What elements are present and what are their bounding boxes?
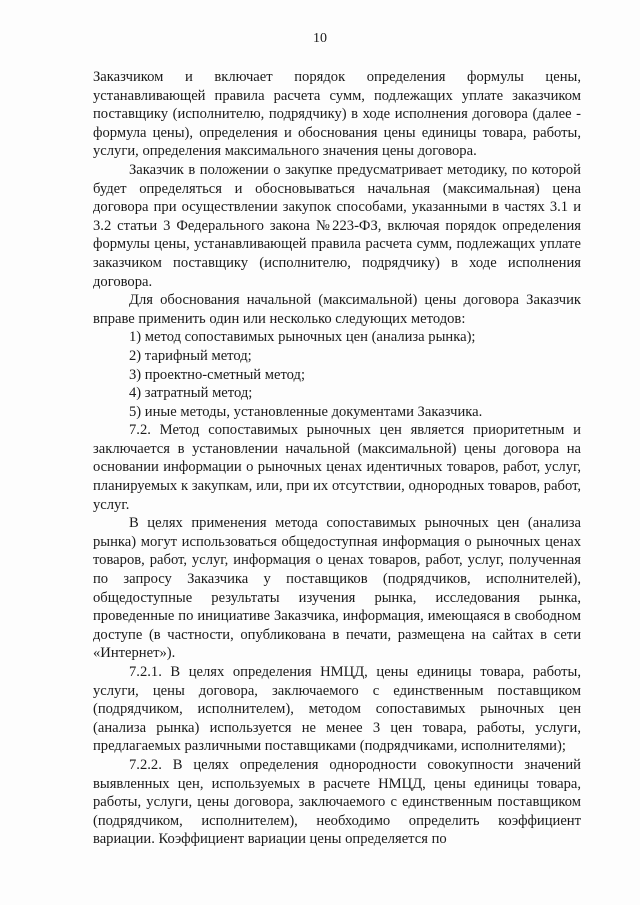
list-item: 5) иные методы, установленные документами Заказчика.	[129, 403, 483, 420]
list-item: 2) тарифный метод;	[129, 347, 252, 364]
paragraph-formula-price: Заказчиком и включает порядок определения формулы цены, устанавливающей правила расчета сумм, подлежащих уплате заказчиком поставщику (исполнителю, подрядчику) в ходе исполнения договора (далее - формула цены), определения и обоснования цены единицы товара, работы, услуги, определения максимального значения цены договора.	[93, 69, 581, 160]
section-7-2-2: 7.2.2. В целях определения однородности совокупности значений выявленных цен, используемых в расчете НМЦД, цены единицы товара, работы, услуги, цены договора, заключаемого с единственным поставщиком (подрядчиком, исполнителем), необходимо определить коэффициент вариации. Коэффициент вариации цены определяется по	[93, 756, 581, 848]
document-body	[93, 68, 581, 849]
list-item: 3) проектно-сметный метод;	[129, 366, 306, 383]
paragraph-procurement-methodology: Заказчик в положении о закупке предусматривает методику, по которой будет определяться и обосновываться начальная (максимальная) цена договора при осуществлении закупок способами, указанными в частях 3.1 и 3.2 статьи 3 Федерального закона №223-ФЗ, включая порядок определения формулы цены, устанавливающей правила расчета сумм, подлежащих уплате заказчиком поставщику (исполнителю, подрядчику) в ходе исполнения договора.	[93, 161, 581, 290]
methods-list	[93, 328, 581, 421]
paragraph-methods-intro: Для обоснования начальной (максимальной) цены договора Заказчик вправе применить один или несколько следующих методов:	[93, 292, 581, 327]
list-item: 4) затратный метод;	[129, 385, 253, 402]
page-number: 10	[313, 31, 327, 46]
section-7-2: 7.2. Метод сопоставимых рыночных цен является приоритетным и заключается в установлении начальной (максимальной) цены договора на основании информации о рыночных ценах идентичных товаров, работ, услуг, планируемых к закупкам, или, при их отсутствии, однородных товаров, работ, услуг.	[93, 422, 581, 513]
section-7-2-1: 7.2.1. В целях определения НМЦД, цены единицы товара, работы, услуги, цены договора, заключаемого с единственным поставщиком (подрядчиком, исполнителем), методом сопоставимых рыночных цен (анализа рынка) используется не менее 3 цен товара, работы, услуги, предлагаемых различными поставщиками (подрядчиками, исполнителями);	[93, 664, 581, 755]
paragraph-market-analysis: В целях применения метода сопоставимых рыночных цен (анализа рынка) могут использоваться общедоступная информация о рыночных ценах товаров, работ, услуг, информация о ценах товаров, работ, услуг, полученная по запросу Заказчика у поставщиков (подрядчиков, исполнителей), общедоступные результаты изучения рынка, исследования рынка, проведенные по инициативе Заказчика, информация, имеющаяся в свободном доступе (в частности, опубликована в печати, размещена на сайтах в сети «Интернет»).	[93, 515, 581, 662]
list-item: 1) метод сопоставимых рыночных цен (анализа рынка);	[129, 329, 476, 346]
